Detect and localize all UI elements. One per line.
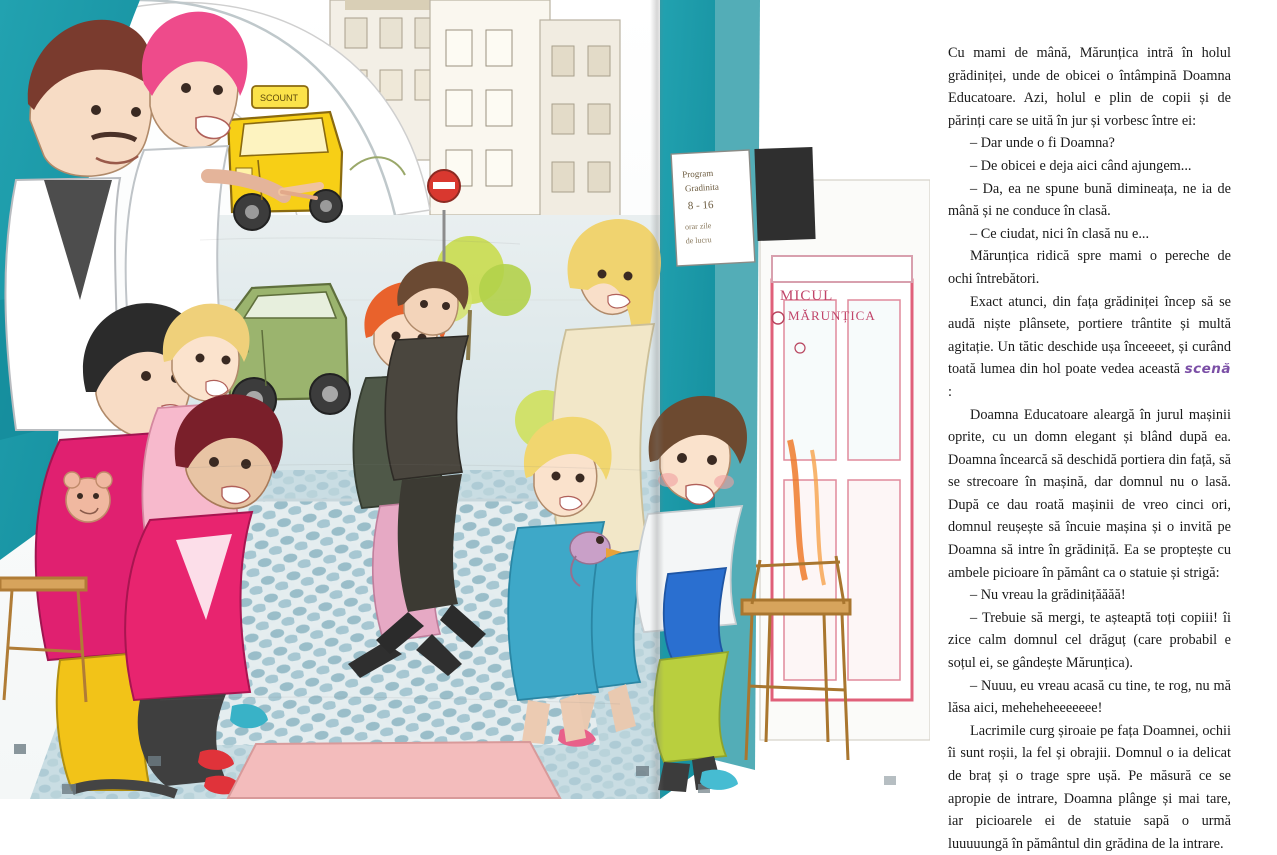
paragraph-11: – Nuuu, eu vreau acasă cu tine, te rog, nu mă lăsa aici, meheheheeeeeee! [948, 677, 1231, 717]
paragraph-8: Doamna Educatoare aleargă în jurul mașinii oprite, cu un domn elegant și blând după ea. Doamna încearcă să deschidă portiera din față, să se strecoare în mașină, dar domnul nu o lasă. După ce dau roată mașinii de vreo cinci ori, domnul reușește să încuie mașina și o invită pe Doamna să intre în grădiniță. Ea se proptește cu ambele picioare în pământ ca o statuie și strigă: [948, 406, 1231, 581]
paragraph-1: Cu mami de mână, Mărunțica intră în holul grădiniței, unde de obicei o întâmpină Doamna Educatoare. Azi, holul e plin de copii și de părinți care se uită în jur și vorbesc între ei: [948, 45, 1231, 129]
paragraph-3: – De obicei e deja aici când ajungem... [970, 157, 1192, 174]
text-page [930, 0, 1277, 852]
paragraph-2: – Dar unde o fi Doamna? [970, 135, 1115, 152]
svg-text:8 - 16: 8 - 16 [687, 198, 714, 213]
paragraph-4: – Da, ea ne spune bună dimineața, ne ia de mână și ne conduce în clasă. [948, 180, 1231, 220]
svg-text:orar zile: orar zile [684, 221, 712, 232]
suit-jacket [385, 336, 468, 480]
paragraph-10: – Trebuie să mergi, te așteaptă toți copiii! îi zice calm domnul cel drăguț (care probabil e soțul ei, se gândește Mărunțica). [948, 609, 1231, 672]
paragraph-12: Lacrimile curg șiroaie pe fața Doamnei, ochii îi sunt roșii, la fel și obrajii. Domnul o ia delicat de braț și o trage spre ușă. Pe măsură ce se apropie de intrare, Doamna plânge și mai tare, iar picioarele ei de statuie sapă o urmă luuuuungă în pământul din grădina de la intrare. [948, 722, 1231, 852]
svg-text:MĂRUNȚICA: MĂRUNȚICA [788, 308, 876, 323]
highlighted-word-scena: scenă [1184, 361, 1231, 378]
blue-vest [664, 568, 726, 662]
paragraph-7-before: Exact atunci, din fața grădiniței încep să se audă niște plânsete, portiere trântite și multă agitație. Un tătic deschide ușa înceeeet, și curând toată lumea din hol poate vedea această [948, 293, 1231, 378]
svg-text:Program: Program [681, 167, 714, 180]
paragraph-7-after: : [948, 383, 952, 400]
svg-text:MICUL: MICUL [780, 288, 834, 304]
teddy-bear [64, 472, 112, 522]
paragraph-6: Mărunțica ridică spre mami o pereche de ochi întrebători. [948, 248, 1231, 287]
svg-text:de lucru: de lucru [685, 235, 712, 246]
story-text [948, 42, 1231, 855]
paragraph-5: – Ce ciudat, nici în clasă nu e... [970, 225, 1150, 242]
entrance-carpet [228, 742, 560, 798]
paragraph-9: – Nu vreau la grădinițăăăă! [970, 587, 1126, 604]
svg-text:SCOUNT: SCOUNT [260, 93, 298, 103]
paragraph-7 [948, 291, 1231, 404]
green-trousers [654, 652, 728, 762]
svg-text:Gradinita: Gradinita [684, 181, 720, 194]
